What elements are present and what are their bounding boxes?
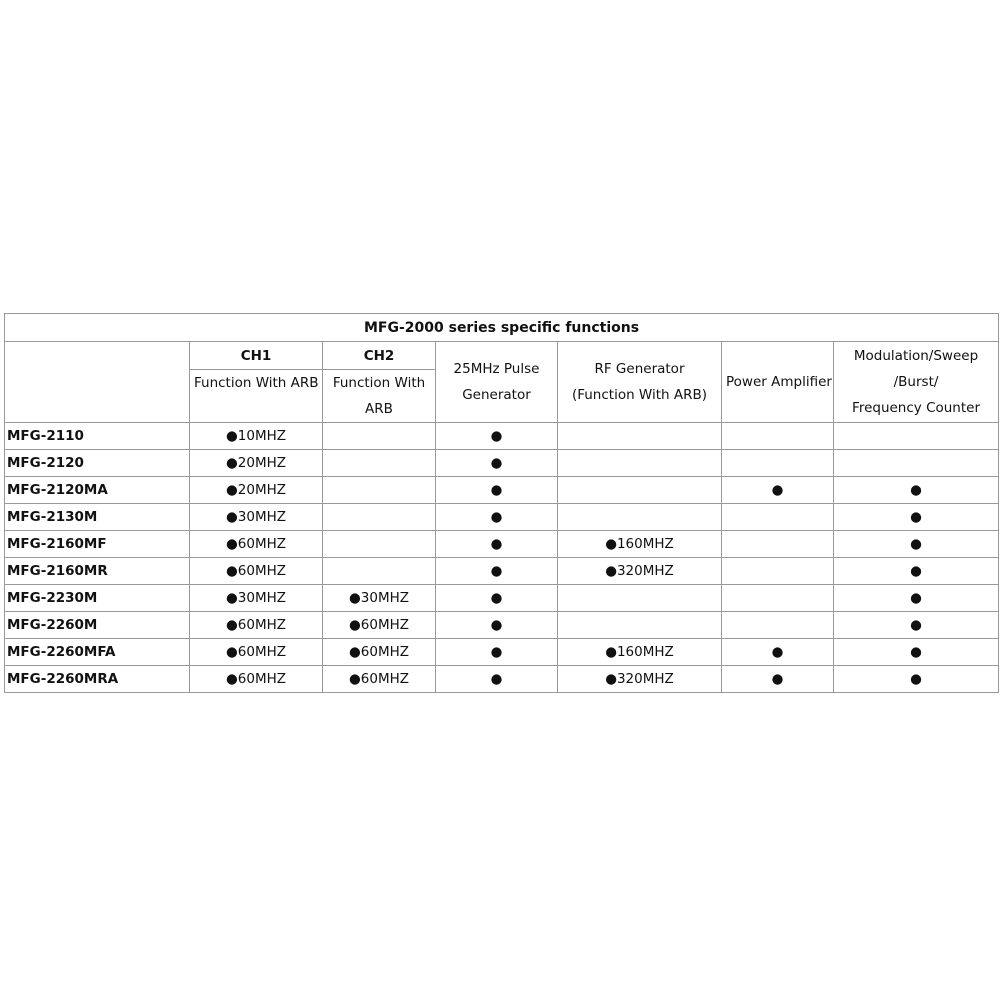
ch1-cell: ●30MHZ: [190, 585, 323, 612]
header-ch2-sub-line1: Function With: [332, 375, 426, 391]
header-rf-line1: RF Generator: [594, 361, 685, 377]
header-ch1: CH1: [190, 342, 323, 370]
corner-cell: [5, 342, 190, 423]
model-cell: MFG-2230M: [5, 585, 190, 612]
pulse-cell: ●: [436, 666, 558, 693]
mod-cell: ●: [834, 504, 999, 531]
ch1-cell: ●60MHZ: [190, 558, 323, 585]
rf-cell: ●320MHZ: [558, 666, 722, 693]
model-cell: MFG-2160MF: [5, 531, 190, 558]
model-cell: MFG-2160MR: [5, 558, 190, 585]
amp-cell: [722, 504, 834, 531]
amp-cell: [722, 531, 834, 558]
table-title: MFG-2000 series specific functions: [5, 314, 999, 342]
mod-cell: ●: [834, 639, 999, 666]
rf-cell: [558, 423, 722, 450]
ch2-cell: [323, 423, 436, 450]
rf-cell: [558, 504, 722, 531]
mod-cell: ●: [834, 531, 999, 558]
table-row: [5, 666, 999, 693]
mod-cell: ●: [834, 585, 999, 612]
rf-cell: ●160MHZ: [558, 531, 722, 558]
model-cell: MFG-2110: [5, 423, 190, 450]
amp-cell: ●: [722, 639, 834, 666]
amp-cell: ●: [722, 666, 834, 693]
rf-cell: [558, 612, 722, 639]
model-cell: MFG-2120MA: [5, 477, 190, 504]
ch1-cell: ●20MHZ: [190, 477, 323, 504]
header-pulse-line2: Generator: [462, 387, 531, 403]
mod-cell: ●: [834, 558, 999, 585]
pulse-cell: ●: [436, 531, 558, 558]
pulse-cell: ●: [436, 612, 558, 639]
rf-cell: [558, 585, 722, 612]
ch1-cell: ●60MHZ: [190, 531, 323, 558]
header-amp: Power Amplifier: [722, 342, 834, 423]
ch2-cell: ●30MHZ: [323, 585, 436, 612]
ch2-cell: [323, 504, 436, 531]
table-row: [5, 504, 999, 531]
ch2-cell: ●60MHZ: [323, 639, 436, 666]
pulse-cell: ●: [436, 423, 558, 450]
mod-cell: ●: [834, 612, 999, 639]
table-row: [5, 639, 999, 666]
amp-cell: [722, 450, 834, 477]
table-row: [5, 612, 999, 639]
header-mod-line1: Modulation/Sweep: [853, 348, 979, 364]
mod-cell: [834, 423, 999, 450]
header-pulse: [436, 342, 558, 423]
header-ch2: CH2: [323, 342, 436, 370]
rf-cell: [558, 450, 722, 477]
table-row: [5, 423, 999, 450]
amp-cell: ●: [722, 477, 834, 504]
table-row: [5, 450, 999, 477]
header-rf: [558, 342, 722, 423]
rf-cell: ●160MHZ: [558, 639, 722, 666]
ch2-cell: ●60MHZ: [323, 612, 436, 639]
header-ch2-sub: [323, 370, 436, 423]
pulse-cell: ●: [436, 585, 558, 612]
ch1-cell: ●20MHZ: [190, 450, 323, 477]
header-ch1-sub: Function With ARB: [190, 370, 323, 423]
amp-cell: [722, 612, 834, 639]
table-row: [5, 531, 999, 558]
pulse-cell: ●: [436, 639, 558, 666]
amp-cell: [722, 558, 834, 585]
ch2-cell: [323, 450, 436, 477]
pulse-cell: ●: [436, 558, 558, 585]
model-cell: MFG-2260MRA: [5, 666, 190, 693]
model-cell: MFG-2130M: [5, 504, 190, 531]
ch2-cell: [323, 477, 436, 504]
amp-cell: [722, 585, 834, 612]
ch1-cell: ●30MHZ: [190, 504, 323, 531]
header-pulse-line1: 25MHz Pulse: [453, 361, 540, 377]
pulse-cell: ●: [436, 477, 558, 504]
header-mod: [834, 342, 999, 423]
pulse-cell: ●: [436, 504, 558, 531]
header-mod-line2: /Burst/: [893, 374, 939, 390]
model-cell: MFG-2120: [5, 450, 190, 477]
spec-table: [4, 313, 999, 693]
header-ch2-sub-line2: ARB: [365, 401, 393, 417]
ch2-cell: ●60MHZ: [323, 666, 436, 693]
amp-cell: [722, 423, 834, 450]
mod-cell: ●: [834, 477, 999, 504]
table-row: [5, 585, 999, 612]
ch2-cell: [323, 558, 436, 585]
ch2-cell: [323, 531, 436, 558]
header-mod-line3: Frequency Counter: [852, 400, 981, 416]
rf-cell: [558, 477, 722, 504]
ch1-cell: ●60MHZ: [190, 612, 323, 639]
table-row: [5, 558, 999, 585]
ch1-cell: ●60MHZ: [190, 666, 323, 693]
header-rf-line2: (Function With ARB): [571, 387, 708, 403]
ch1-cell: ●10MHZ: [190, 423, 323, 450]
rf-cell: ●320MHZ: [558, 558, 722, 585]
table-row: [5, 477, 999, 504]
model-cell: MFG-2260MFA: [5, 639, 190, 666]
mod-cell: [834, 450, 999, 477]
ch1-cell: ●60MHZ: [190, 639, 323, 666]
pulse-cell: ●: [436, 450, 558, 477]
model-cell: MFG-2260M: [5, 612, 190, 639]
mod-cell: ●: [834, 666, 999, 693]
